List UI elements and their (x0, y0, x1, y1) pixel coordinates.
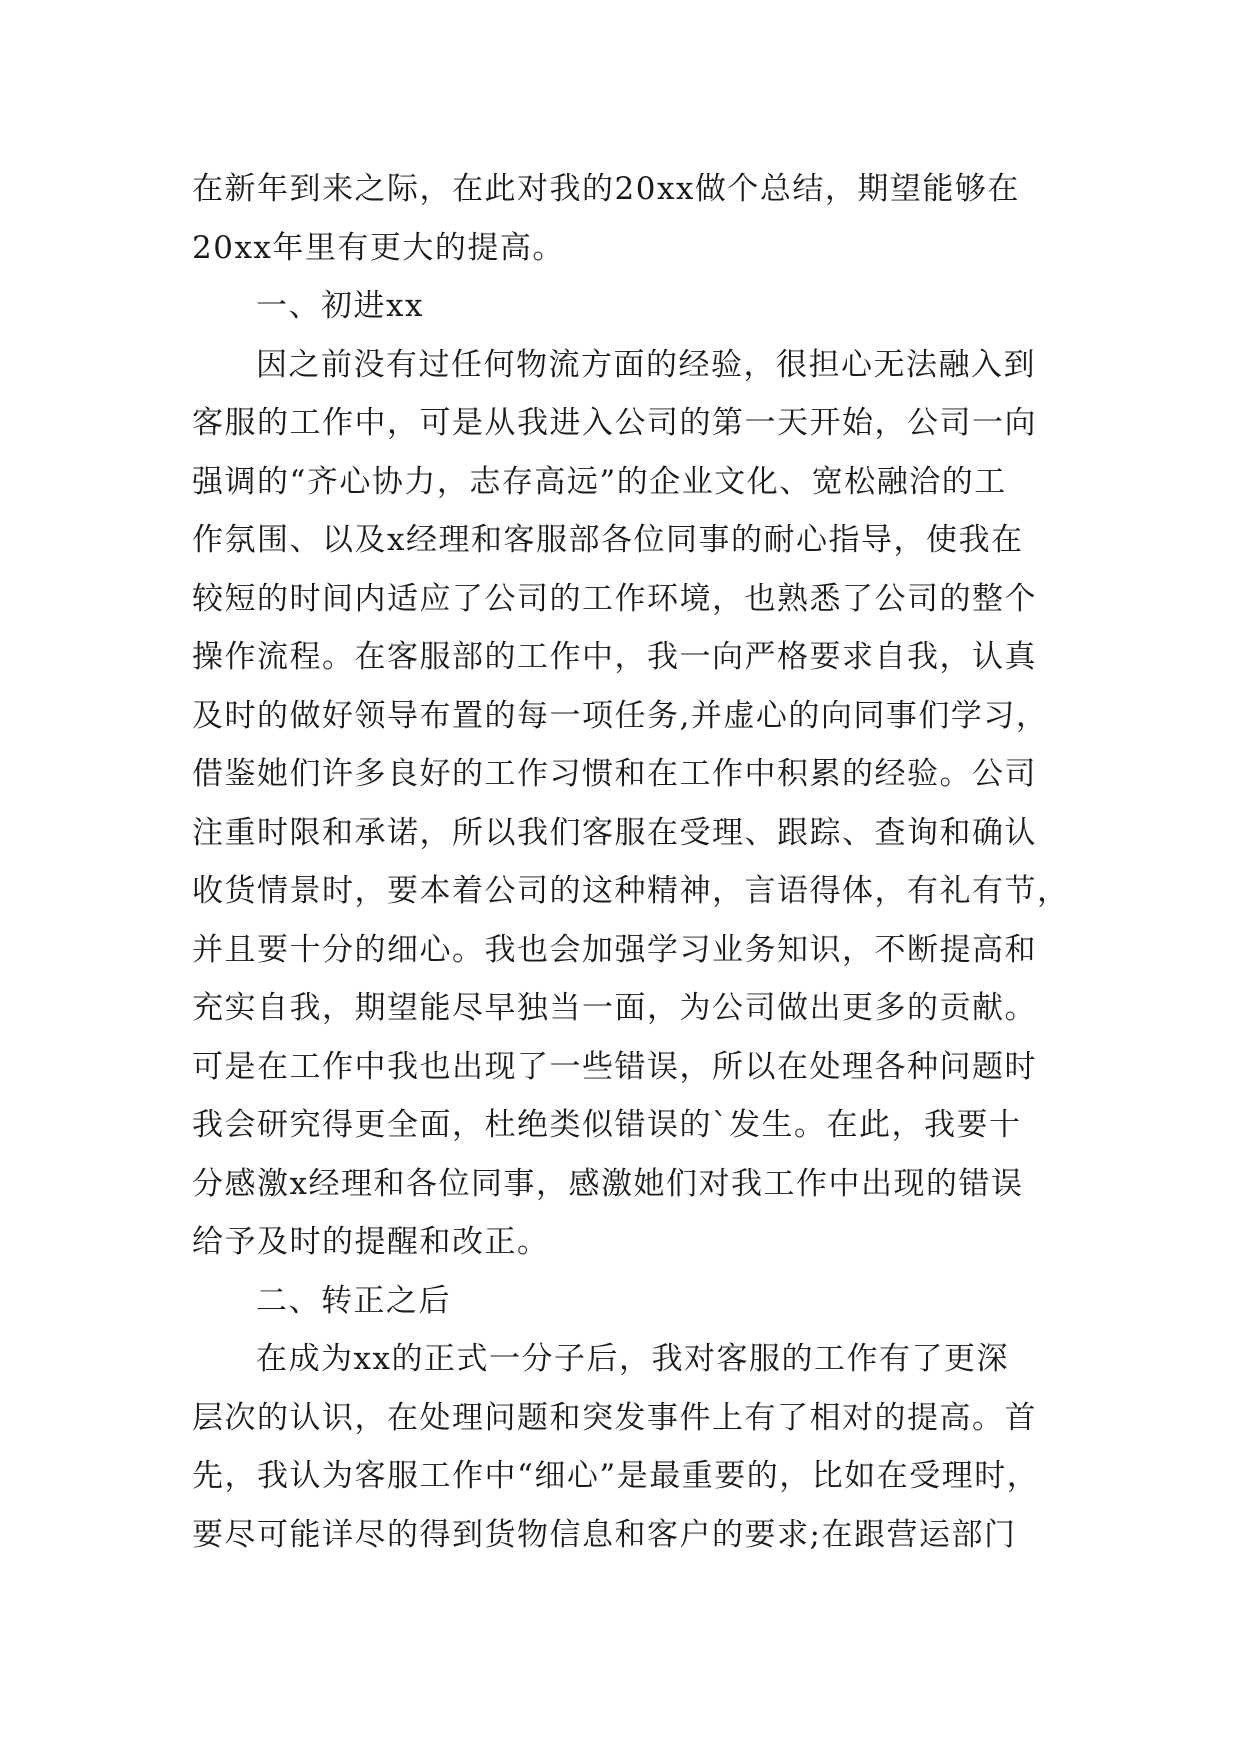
text-line: 收货情景时，要本着公司的这种精神，言语得体，有礼有节， (192, 873, 1070, 909)
document-body (192, 160, 1072, 1564)
text-line: 我会研究得更全面，杜绝类似错误的`发生。在此，我要十 (192, 1107, 1022, 1143)
text-line: 在成为xx的正式一分子后，我对客服的工作有了更深 (256, 1341, 1009, 1377)
text-line: 及时的做好领导布置的每一项任务,并虚心的向同事们学习， (192, 697, 1049, 734)
text-line: 强调的“齐心协力，志存高远”的企业文化、宽松融洽的工 (192, 463, 1007, 500)
text-line: 一、初进xx (256, 288, 424, 324)
text-line: 操作流程。在客服部的工作中，我一向严格要求自我，认真 (192, 639, 1037, 675)
text-line: 分感激x经理和各位同事，感激她们对我工作中出现的错误 (192, 1165, 1024, 1202)
text-line: 二、转正之后 (256, 1282, 451, 1319)
text-line: 注重时限和承诺，所以我们客服在受理、跟踪、查询和确认 (192, 814, 1037, 851)
text-line: 因之前没有过任何物流方面的经验，很担心无法融入到 (256, 346, 1036, 383)
text-line: 20xx年里有更大的提高。 (192, 229, 565, 266)
text-line: 层次的认识，在处理问题和突发事件上有了相对的提高。首 (192, 1399, 1037, 1436)
text-line: 先，我认为客服工作中“细心”是最重要的，比如在受理时， (192, 1458, 1040, 1494)
text-line: 并且要十分的细心。我也会加强学习业务知识，不断提高和 (192, 931, 1037, 968)
text-line: 在新年到来之际，在此对我的20xx做个总结，期望能够在 (192, 171, 1020, 207)
text-line: 较短的时间内适应了公司的工作环境，也熟悉了公司的整个 (192, 580, 1037, 617)
text-line: 要尽可能详尽的得到货物信息和客户的要求;在跟营运部门 (192, 1516, 1017, 1553)
text-line: 作氛围、以及x经理和客服部各位同事的耐心指导，使我在 (192, 522, 1024, 558)
text-line: 给予及时的提醒和改正。 (192, 1224, 550, 1260)
text-line: 客服的工作中，可是从我进入公司的第一天开始，公司一向 (192, 405, 1037, 441)
text-line: 充实自我，期望能尽早独当一面，为公司做出更多的贡献。 (192, 990, 1037, 1026)
text-line: 可是在工作中我也出现了一些错误，所以在处理各种问题时 (192, 1048, 1037, 1085)
text-line: 借鉴她们许多良好的工作习惯和在工作中积累的经验。公司 (192, 756, 1037, 792)
